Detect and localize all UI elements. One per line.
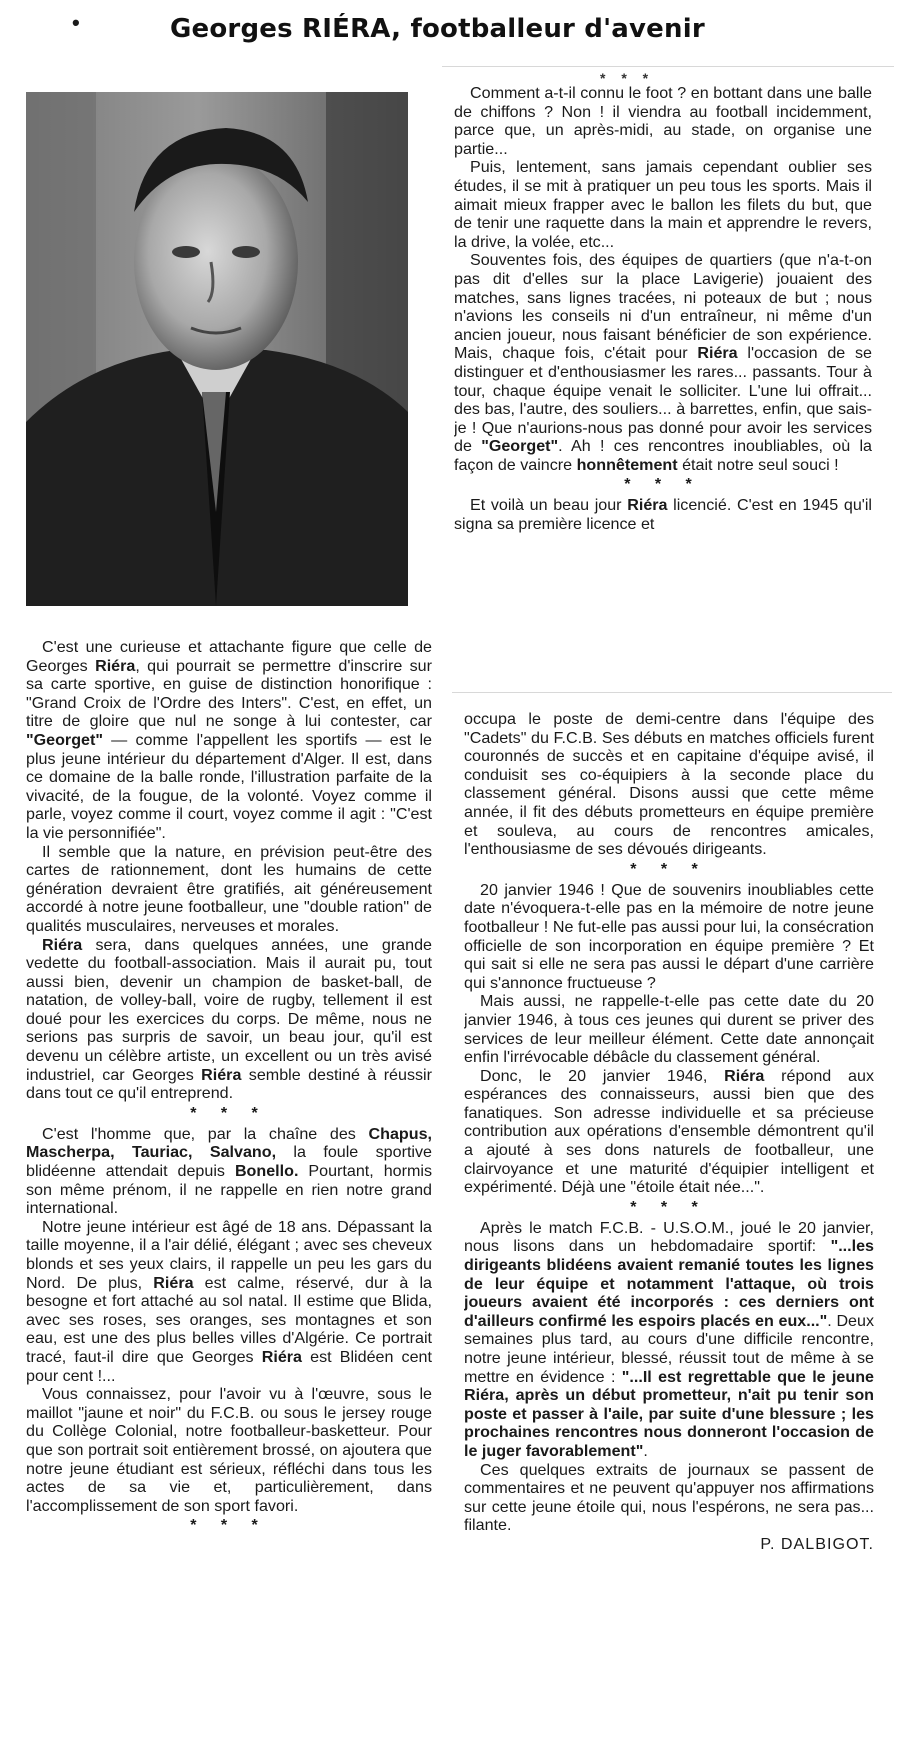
text-run: Après le match F.C.B. - U.S.O.M., joué le 20 janvier, nous lisons dans un hebdomadaire sportif: — [464, 1218, 874, 1256]
article-paragraph — [454, 158, 872, 251]
right-bottom-column — [464, 710, 874, 1750]
article-paragraph — [464, 1219, 874, 1461]
text-run: Mais aussi, ne rappelle-t-elle pas cette date du 20 janvier 1946, à tous ces jeunes qui durent se priver des services de leur meilleur élément. Cette date annonçait enfin l'irrévocable débâcle du classement général. — [464, 992, 874, 1067]
portrait-photo — [26, 92, 408, 606]
bold-text: Chapus, Mascherpa, Tauriac, Salvano, — [26, 1124, 432, 1162]
bold-text: Riéra — [261, 1347, 302, 1366]
text-run: Pourtant, hormis son même prénom, il ne rappelle en rien notre grand international. — [26, 1162, 432, 1218]
bold-text: "Georget" — [481, 437, 559, 456]
text-run: est calme, réservé, dur à la besogne et fort attaché au sol natal. Il estime que Blida, avec ses roses, ses oranges, ses montagnes et son eau, est une des plus belles villes d'Algérie. Ce portrait tracé, faut-il dire que Georges — [26, 1273, 432, 1366]
bold-text: Riéra — [153, 1273, 194, 1292]
text-run: C'est une curieuse et attachante figure que celle de Georges — [26, 638, 432, 675]
text-run: Notre jeune intérieur est âgé de 18 ans. Dépassant la taille moyenne, il a l'air délié, élégant ; avec ses cheveux blonds et ses yeux clairs, il rappelle un peu les gars du Nord. De plus, — [26, 1217, 432, 1292]
text-run: occupa le poste de demi-centre dans l'équipe des "Cadets" du F.C.B. Ses débuts en matches officiels furent couronnés de succès et en capitaine d'équipe avisé, il conduisit ses co-équipiers à la seconde place du classement général. Disons aussi que cette même année, il fit des débuts prometteurs en équipe première et souleva, au cours de rencontres amicales, l'enthousiasme de ses dévoués dirigeants. — [464, 710, 874, 859]
article-paragraph — [26, 1125, 432, 1218]
title-bullet: • — [72, 10, 80, 35]
article-paragraph — [26, 1385, 432, 1515]
article-paragraph — [464, 1461, 874, 1535]
bold-text: Bonello. — [234, 1162, 299, 1181]
article-paragraph — [454, 84, 872, 158]
article-paragraph — [26, 638, 432, 843]
text-run: C'est l'homme que, par la chaîne des — [42, 1124, 369, 1143]
text-run: Et voilà un beau jour — [470, 496, 628, 515]
portrait-illustration — [26, 92, 408, 606]
article-paragraph — [464, 881, 874, 993]
text-run: sera, dans quelques années, une grande vedette du football-association. Mais il aurait pu, tout aussi bien, devenir un champion de basket-ball, de natation, de volley-ball, voire de rugby, tellement il est doué pour les exercices du corps. De même, nous ne serions pas surpris de savoir, un beau jour, qu'il est devenu un célèbre artiste, un excellent ou un très avisé industriel, car Georges — [26, 935, 432, 1084]
text-run: . — [643, 1441, 648, 1460]
text-run: est Blidéen cent pour cent !... — [26, 1347, 432, 1385]
section-divider-stars: * * * — [624, 476, 702, 494]
article-paragraph — [26, 1218, 432, 1385]
text-run: Ces quelques extraits de journaux se passent de commentaires et ne peuvent qu'appuyer nos affirmations sur cette jeune étoile qui, nous l'espérons, ne sera pas... filante. — [464, 1460, 874, 1535]
text-run: — comme l'appellent les sportifs — est le plus jeune intérieur du département d'Alger. Il est, dans ce domaine de la balle ronde, l'illustration parfaite de la vivacité, de la fougue, de la volonté. Voyez comme il parle, voyez comme il court, voyez comme il agit : "C'est la vie personnifiée". — [26, 730, 432, 842]
text-run: Puis, lentement, sans jamais cependant oublier ses études, il se mit à pratiquer un peu tous les sports. Mais il aimait mieux frapper avec le ballon les filets du but, que de tenir une raquette dans la main et apprendre le revers, la drive, la volée, etc... — [454, 158, 872, 251]
section-divider-stars: * * * — [630, 1198, 708, 1216]
bold-text: Riéra — [95, 656, 136, 675]
text-run: , qui pourrait se permettre d'inscrire sur sa carte sportive, en guise de distinction honorifique : "Grand Croix de l'Ordre des Inters". C'est, en effet, un titre de gloire que nul ne songe à lui contester, car — [26, 656, 432, 731]
article-paragraph — [454, 496, 872, 533]
text-run: l'occasion de se distinguer et d'enthousiasmer les rares... passants. Tour à tour, chaque équipe venait le solliciter. L'une lui offrait... des bas, l'autre, des souliers... à barrettes, enfin, que sais-je ! Que n'aurions-nous pas donné pour avoir les services de — [454, 344, 872, 456]
text-run: . Ah ! ces rencontres inoubliables, où la façon de vaincre — [454, 437, 872, 474]
section-divider-stars: * * * — [630, 860, 708, 878]
text-run: semble destiné à réussir dans tout ce qu'il entreprend. — [26, 1065, 432, 1103]
text-run: était notre seul souci ! — [677, 455, 839, 474]
right-top-column — [454, 84, 872, 704]
text-run: licencié. C'est en 1945 qu'il signa sa première licence et — [454, 496, 872, 534]
text-run: répond aux espérances des connaisseurs, aussi bien que des fanatiques. Son adresse individuelle et sa précieuse contribution aux opérations d'ensemble démontrent qu'il a ajouté à ses dons naturels de footballeur, une clairvoyance et une maturité d'équipier intelligent et expérimenté. Déjà une "étoile était née...". — [464, 1066, 874, 1197]
bold-text: honnêtement — [576, 455, 678, 474]
text-run: . Deux semaines plus tard, au cours d'une difficile rencontre, notre jeune intérieur, blessé, réussit tout de même à se mettre en évidence : — [464, 1311, 874, 1386]
left-column — [26, 638, 432, 1738]
text-run: 20 janvier 1946 ! Que de souvenirs inoubliables cette date n'évoquera-t-elle pas en la mémoire de notre jeune footballeur ! Ne fut-elle pas aussi pour lui, la consécration officielle de son incorporation en équipe première ? Et qui sait si elle ne sera pas aussi le départ d'une carrière qui s'annonce fructueuse ? — [464, 880, 874, 992]
bold-text: "...Il est regrettable que le jeune Riéra, après un début prometteur, n'ait pu tenir son poste et passer à l'aile, par suite d'une blessure ; les prochaines rencontres nous donneront l'occasion de le juger favorablement" — [464, 1367, 874, 1460]
bold-text: Riéra — [697, 344, 738, 363]
clipping-edge-top — [442, 66, 894, 67]
text-run: Donc, le 20 janvier 1946, — [480, 1066, 725, 1085]
article-paragraph — [464, 1067, 874, 1197]
text-run: Il semble que la nature, en prévision peut-être des cartes de rationnement, dont les humains de cette génération devraient être gratifiés, ait généreusement accordé à notre jeune footballeur, une "double ration" de qualités musculaires, nerveuses et morales. — [26, 842, 432, 935]
article-paragraph — [26, 843, 432, 936]
bold-text: Riéra — [627, 496, 668, 515]
section-divider-stars: * * * — [190, 1104, 268, 1122]
bold-text: Riéra — [724, 1066, 765, 1085]
article-title: Georges RIÉRA, footballeur d'avenir — [170, 14, 705, 44]
author-signature: P. DALBIGOT. — [760, 1534, 874, 1553]
text-run: Vous connaissez, pour l'avoir vu à l'œuvre, sous le maillot "jaune et noir" du F.C.B. ou sous le jersey rouge du Collège Colonial, notre footballeur-basketteur. Pour que son portrait soit entièrement brossé, on ajoutera que notre jeune étudiant est sérieux, réfléchi dans tous les actes de sa vie et, particulièrement, dans l'accomplissement de son sport favori. — [26, 1385, 432, 1515]
bold-text: "...les dirigeants blidéens avaient remanié toutes les lignes de leur équipe et notamment l'attaque, où trois joueurs avaient été incorporés : ces derniers ont d'ailleurs confirmé les espoirs placés en eux..." — [464, 1237, 874, 1330]
bold-text: "Georget" — [26, 730, 103, 749]
article-paragraph — [464, 710, 874, 859]
top-stars: * * * — [600, 70, 655, 86]
text-run: Comment a-t-il connu le foot ? en bottant dans une balle de chiffons ? Non ! il viendra au football incidemment, parce que, un après-midi, au stade, on organise une partie... — [454, 84, 872, 158]
bold-text: Riéra — [42, 935, 83, 954]
article-paragraph — [26, 936, 432, 1103]
section-divider-stars: * * * — [190, 1517, 268, 1535]
article-paragraph — [464, 992, 874, 1066]
text-run: la foule sportive blidéenne attendait depuis — [26, 1143, 432, 1181]
text-run: Souventes fois, des équipes de quartiers (que n'a-t-on pas dit d'elles sur la place Lavigerie) jouaient des matches, sans lignes tracées, ni poteaux de but ; nous n'avions les conseils ni d'un entraîneur, ni même d'un ancien joueur, nous faisant bénéficier de son expérience. Mais, chaque fois, c'était pour — [454, 251, 872, 363]
article-paragraph — [454, 251, 872, 474]
bold-text: Riéra — [201, 1065, 242, 1084]
